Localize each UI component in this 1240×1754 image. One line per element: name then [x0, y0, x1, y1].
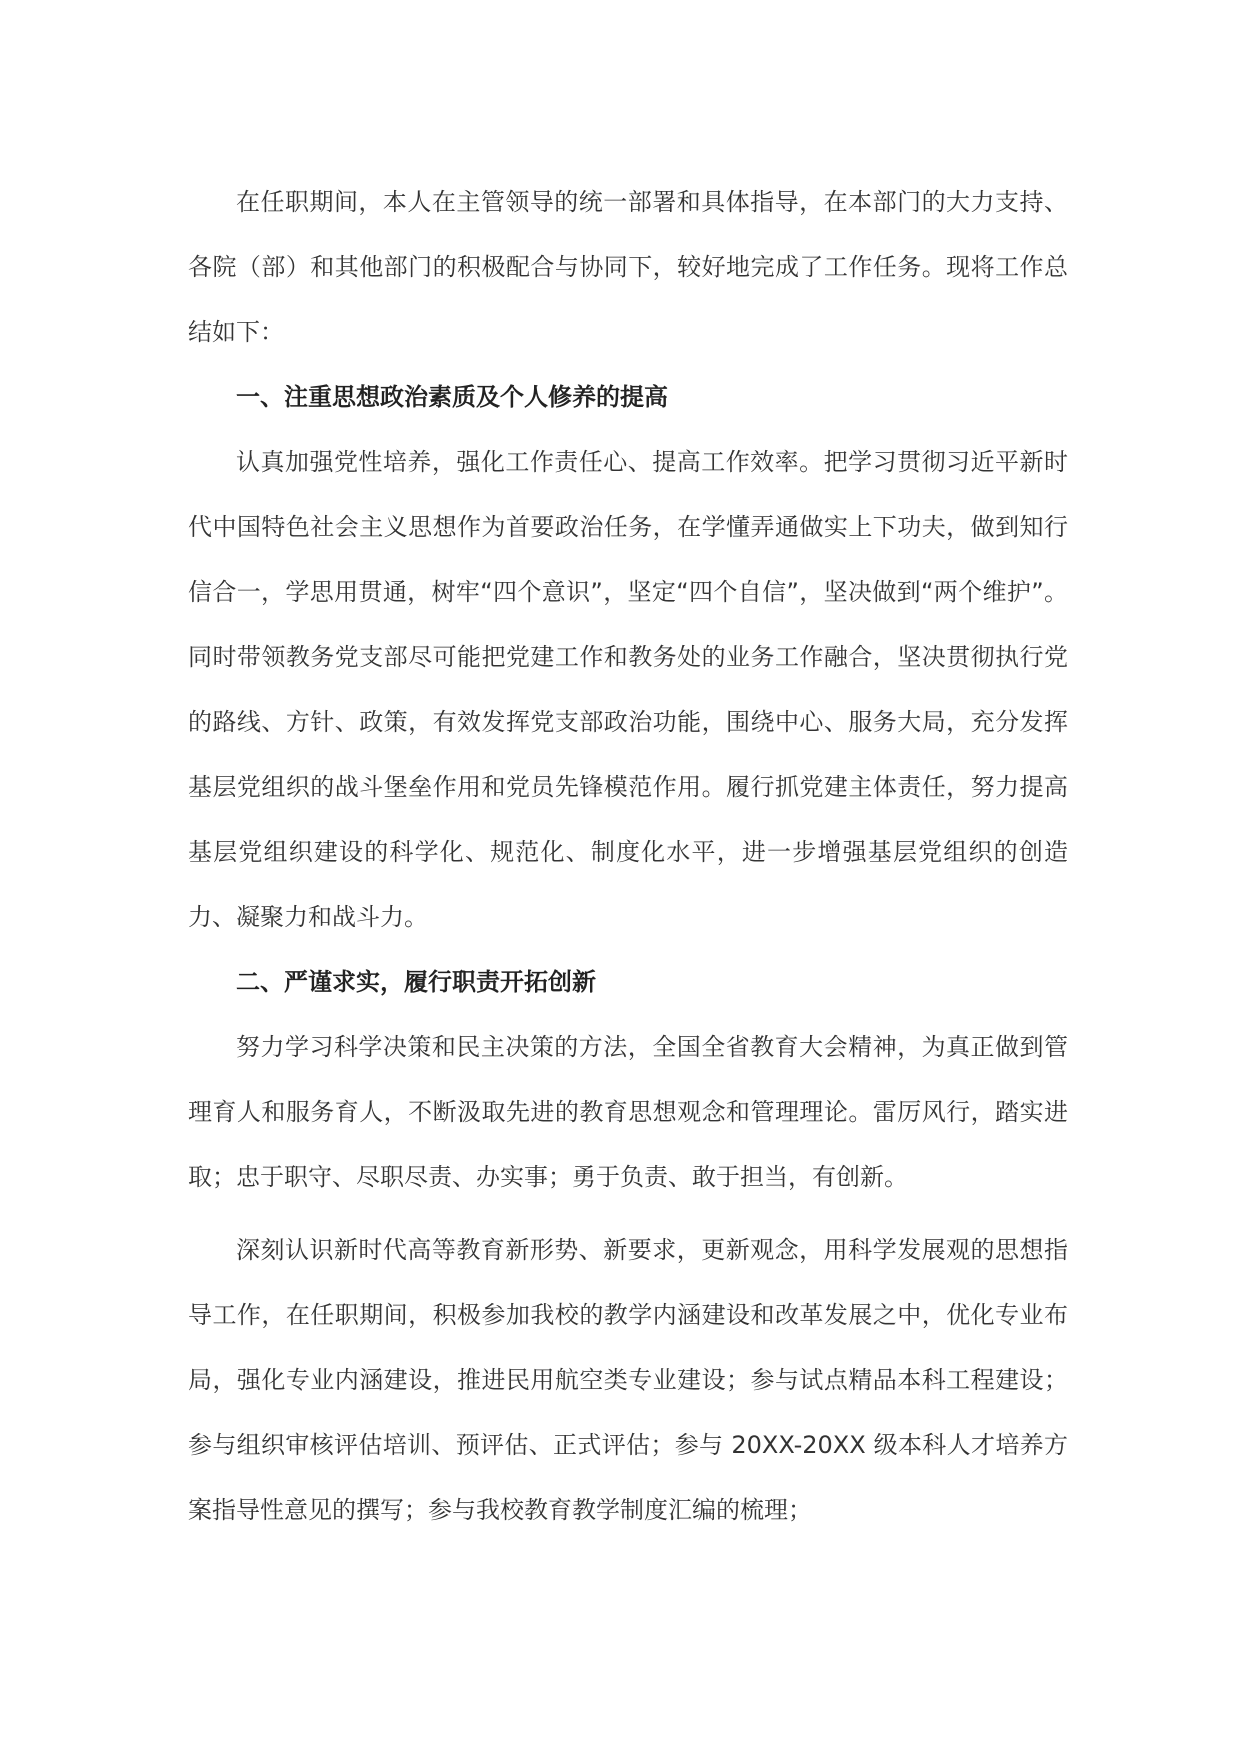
section-heading-2: 二、严谨求实，履行职责开拓创新	[236, 968, 596, 996]
document-body	[188, 170, 1068, 1543]
section-1-paragraph: 认真加强党性培养，强化工作责任心、提高工作效率。把学习贯彻习近平新时代中国特色社会主义思想作为首要政治任务，在学懂弄通做实上下功夫，做到知行信合一，学思用贯通，树牢“四个意识”，坚定“四个自信”，坚决做到“两个维护”。同时带领教务党支部尽可能把党建工作和教务处的业务工作融合，坚决贯彻执行党的路线、方针、政策，有效发挥党支部政治功能，围绕中心、服务大局，充分发挥基层党组织的战斗堡垒作用和党员先锋模范作用。履行抓党建主体责任，努力提高基层党组织建设的科学化、规范化、制度化水平，进一步增强基层党组织的创造力、凝聚力和战斗力。	[188, 448, 1068, 931]
intro-paragraph: 在任职期间，本人在主管领导的统一部署和具体指导，在本部门的大力支持、各院（部）和其他部门的积极配合与协同下，较好地完成了工作任务。现将工作总结如下：	[188, 188, 1068, 346]
section-heading-1: 一、注重思想政治素质及个人修养的提高	[236, 383, 668, 411]
section-2-paragraph-2: 深刻认识新时代高等教育新形势、新要求，更新观念，用科学发展观的思想指导工作，在任职期间，积极参加我校的教学内涵建设和改革发展之中，优化专业布局，强化专业内涵建设，推进民用航空类专业建设；参与试点精品本科工程建设；参与组织审核评估培训、预评估、正式评估；参与 20XX-20XX 级本科人才培养方案指导性意见的撰写；参与我校教育教学制度汇编的梳理；	[188, 1236, 1068, 1524]
section-2-paragraph-1: 努力学习科学决策和民主决策的方法，全国全省教育大会精神，为真正做到管理育人和服务育人，不断汲取先进的教育思想观念和管理理论。雷厉风行，踏实进取；忠于职守、尽职尽责、办实事；勇于负责、敢于担当，有创新。	[188, 1033, 1068, 1191]
